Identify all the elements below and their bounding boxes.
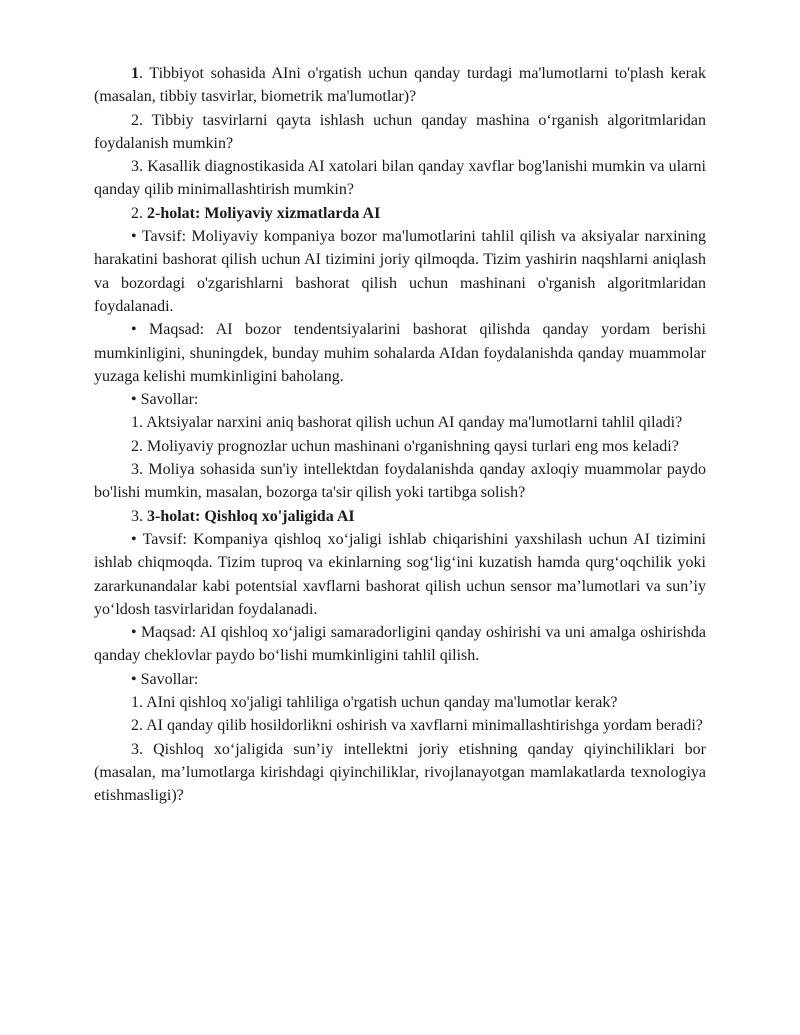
question-text: 3. Moliya sohasida sun'iy intellektdan foydalanishda qanday axloqiy muammolar paydo bo'lishi mumkin, masalan, bozorga ta'sir qilish yoki tartibga solish? <box>94 461 706 502</box>
case-3-question-3 <box>94 738 706 808</box>
case-2-question-3 <box>94 458 706 505</box>
case-2-description <box>94 225 706 318</box>
document-page <box>94 62 706 808</box>
paragraph-text: • Savollar: <box>131 391 199 409</box>
case-title: 3-holat: Qishloq xo'jaligida AI <box>143 507 355 525</box>
case-number: 3. <box>131 507 143 525</box>
question-text: 1. Aktsiyalar narxini aniq bashorat qilish uchun AI qanday ma'lumotlarni tahlil qiladi? <box>131 414 683 432</box>
paragraph-text: • Maqsad: AI bozor tendentsiyalarini bashorat qilishda qanday yordam berishi mumkinligini, shuningdek, bunday muhim sohalarda AIdan foydalanishda qanday muammolar yuzaga kelishi mumkinligini baholang. <box>94 321 706 385</box>
case-title: 2-holat: Moliyaviy xizmatlarda AI <box>143 204 381 222</box>
question-3 <box>94 155 706 202</box>
case-3-goal <box>94 621 706 668</box>
case-2-question-1 <box>94 411 706 434</box>
paragraph-text: • Tavsif: Kompaniya qishloq xo‘jaligi ishlab chiqarishini yaxshilash uchun AI tizimini ishlab chiqmoqda. Tizim tuproq va ekinlarning sog‘lig‘ini kuzatish hamda qurg‘oqchilik yoki zararkunandalar kabi potentsial xavflarni bashorat qilish uchun sensor ma’lumotlari va sun’iy yo‘ldosh tasvirlaridan foydalanadi. <box>94 530 706 618</box>
case-2-goal <box>94 318 706 388</box>
question-text: 3. Qishloq xo‘jaligida sun’iy intellektni joriy etishning qanday qiyinchiliklari bor (masalan, ma’lumotlarga kirishdagi qiyinchiliklar, rivojlanayotgan mamlakatlarda texnologiya etishmasligi)? <box>94 740 706 805</box>
case-2-question-2 <box>94 435 706 458</box>
case-number: 2. <box>131 204 143 222</box>
case-3-heading <box>94 505 706 528</box>
question-1 <box>94 62 706 109</box>
case-3-question-2 <box>94 714 706 737</box>
question-number: 1 <box>131 65 139 82</box>
case-3-description <box>94 528 706 621</box>
question-2 <box>94 109 706 156</box>
question-text: 2. Tibbiy tasvirlarni qayta ishlash uchun qanday mashina o‘rganish algoritmlaridan foydalanish mumkin? <box>94 111 706 152</box>
question-text: . Tibbiyot sohasida AIni o'rgatish uchun qanday turdagi ma'lumotlarni to'plash kerak (masalan, tibbiy tasvirlar, biometrik ma'lumotlar)? <box>94 65 706 106</box>
question-text: 1. AIni qishloq xo'jaligi tahliliga o'rgatish uchun qanday ma'lumotlar kerak? <box>131 694 618 712</box>
question-text: 2. Moliyaviy prognozlar uchun mashinani o'rganishning qaysi turlari eng mos keladi? <box>131 437 679 455</box>
case-2-questions-label <box>94 388 706 411</box>
paragraph-text: • Savollar: <box>131 670 199 688</box>
paragraph-text: • Maqsad: AI qishloq xo‘jaligi samaradorligini qanday oshirishi va uni amalga oshirishda qanday cheklovlar paydo bo‘lishi mumkinligini tahlil qilish. <box>94 624 706 665</box>
question-text: 2. AI qanday qilib hosildorlikni oshirish va xavflarni minimallashtirishga yordam beradi? <box>131 717 703 735</box>
question-text: 3. Kasallik diagnostikasida AI xatolari bilan qanday xavflar bog'lanishi mumkin va ularni qanday qilib minimallashtirish mumkin? <box>94 158 706 199</box>
paragraph-text: • Tavsif: Moliyaviy kompaniya bozor ma'lumotlarini tahlil qilish va aksiyalar narxining harakatini bashorat qilish uchun AI tizimini joriy qilmoqda. Tizim yashirin naqshlarni aniqlash va bozordagi o'zgarishlarni bashorat qilish uchun mashinani o'rganish algoritmlaridan foydalanadi. <box>94 228 706 315</box>
case-3-questions-label <box>94 668 706 691</box>
case-3-question-1 <box>94 691 706 714</box>
case-2-heading <box>94 202 706 225</box>
